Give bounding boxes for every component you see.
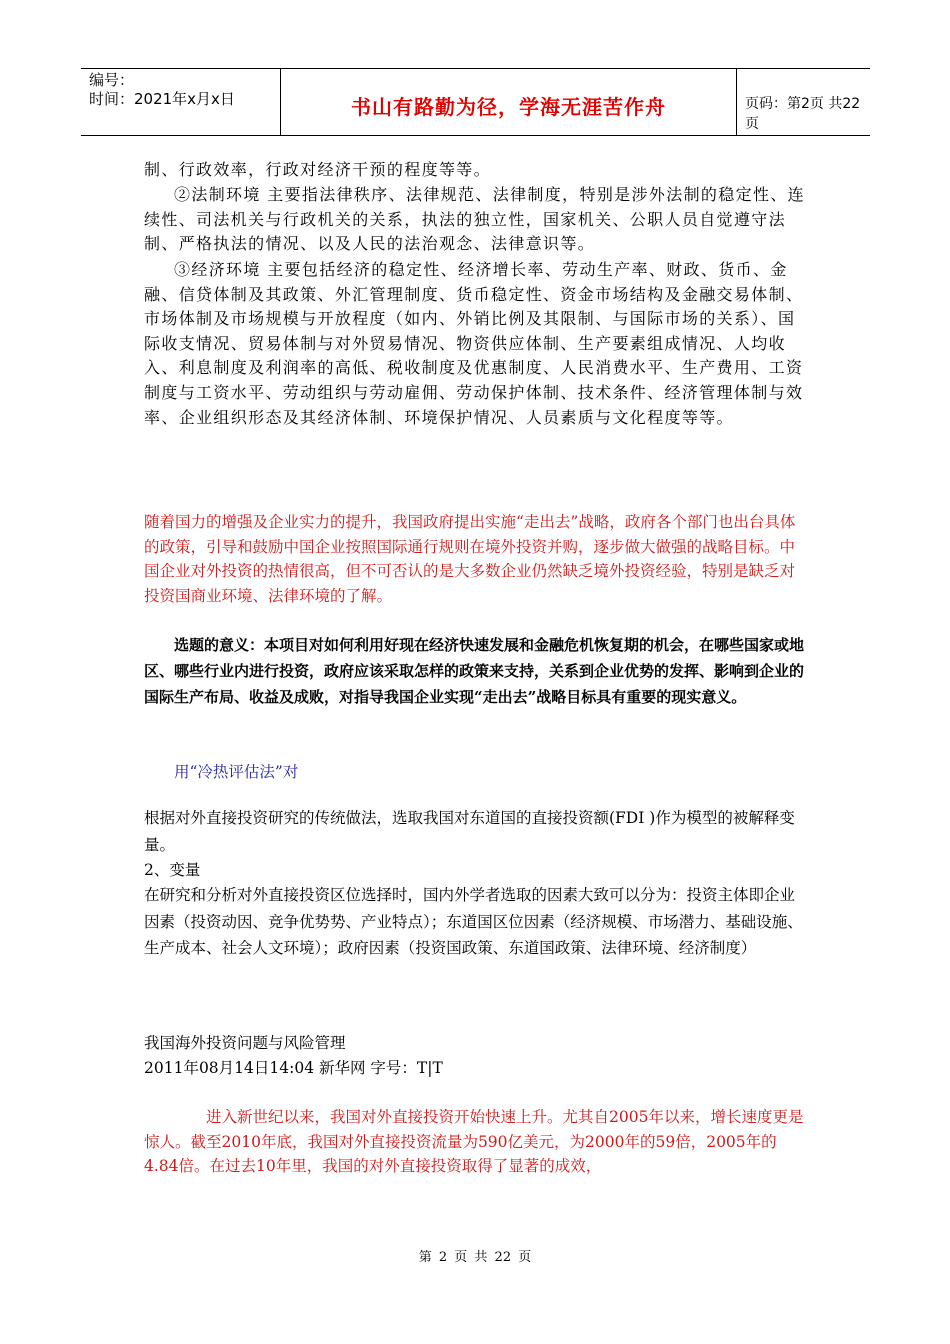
paragraph-investment-growth: 进入新世纪以来，我国对外直接投资开始快速上升。尤其自2005年以来，增长速度更是惊人。截至2010年底，我国对外直接投资流量为590亿美元，为2000年的59倍，2005年的4.84倍。在过去10年里，我国的对外直接投资取得了显著的成效， [144,1108,804,1175]
page-footer: 第 2 页 共 22 页 [418,1250,532,1265]
article-meta: 2011年08月14日14:04 新华网 字号：T|T [144,1059,443,1077]
page-header [81,68,870,136]
document-date-label: 时间：2021年x月x日 [89,90,235,108]
header-meta-cell [81,69,281,135]
paragraph-economic-environment: ③经济环境 主要包括经济的稳定性、经济增长率、劳动生产率、财政、货币、金融、信贷体制及其政策、外汇管理制度、货币稳定性、资金市场结构及金融交易体制、市场体制及市场规模与开放程度（如内、外销比例及其限制、与国际市场的关系）、国际收支情况、贸易体制与对外贸易情况、物资供应体制、生产要素组成情况、人均收入、利息制度及利润率的高低、税收制度及优惠制度、人民消费水平、生产费用、工资制度与工资水平、劳动组织与劳动雇佣、劳动保护体制、技术条件、经济管理体制与效率、企业组织形态及其经济体制、环境保护情况、人员素质与文化程度等等。 [144,260,804,427]
header-page-number: 页码：第2页 共22页 [745,96,861,132]
paragraph-dependent-variable: 根据对外直接投资研究的传统做法，选取我国对东道国的直接投资额(FDI )作为模型的被解释变量。 [144,809,795,854]
paragraph-legal-environment: ②法制环境 主要指法律秩序、法律规范、法律制度，特别是涉外法制的稳定性、连续性、司法机关与行政机关的关系，执法的独立性，国家机关、公职人员自觉遵守法制、严格执法的情况、以及人民的法治观念、法律意识等。 [144,185,806,254]
article-title: 我国海外投资问题与风险管理 [144,1034,346,1052]
paragraph-going-global-strategy: 随着国力的增强及企业实力的提升，我国政府提出实施“走出去”战略，政府各个部门也出台具体的政策，引导和鼓励中国企业按照国际通行规则在境外投资并购，逐步做大做强的战略目标。中国企业对外投资的热情很高，但不可否认的是大多数企业仍然缺乏境外投资经验，特别是缺乏对投资国商业环境、法律环境的了解。 [144,513,796,605]
paragraph-hot-cold-method: 用“冷热评估法”对 [174,763,299,781]
section-heading-variables: 2、变量 [144,861,201,879]
paragraph-location-factors: 在研究和分析对外直接投资区位选择时，国内外学者选取的因素大致可以分为：投资主体即企业因素（投资动因、竞争优势势、产业特点）；东道国区位因素（经济规模、市场潜力、基础设施、生产成本、社会人文环境）；政府因素（投资国政策、东道国政策、法律环境、经济制度） [144,886,803,957]
header-motto: 书山有路勤为径，学海无涯苦作舟 [351,95,666,119]
paragraph-administrative-continued: 制、行政效率，行政对经济干预的程度等等。 [144,160,492,179]
header-motto-cell [281,69,737,135]
header-page-cell [737,69,870,135]
document-number-label: 编号： [89,71,135,89]
paragraph-topic-significance: 选题的意义：本项目对如何利用好现在经济快速发展和金融危机恢复期的机会，在哪些国家或地区、哪些行业内进行投资，政府应该采取怎样的政策来支持，关系到企业优势的发挥、影响到企业的国际生产布局、收益及成败，对指导我国企业实现“走出去”战略目标具有重要的现实意义。 [144,636,805,706]
